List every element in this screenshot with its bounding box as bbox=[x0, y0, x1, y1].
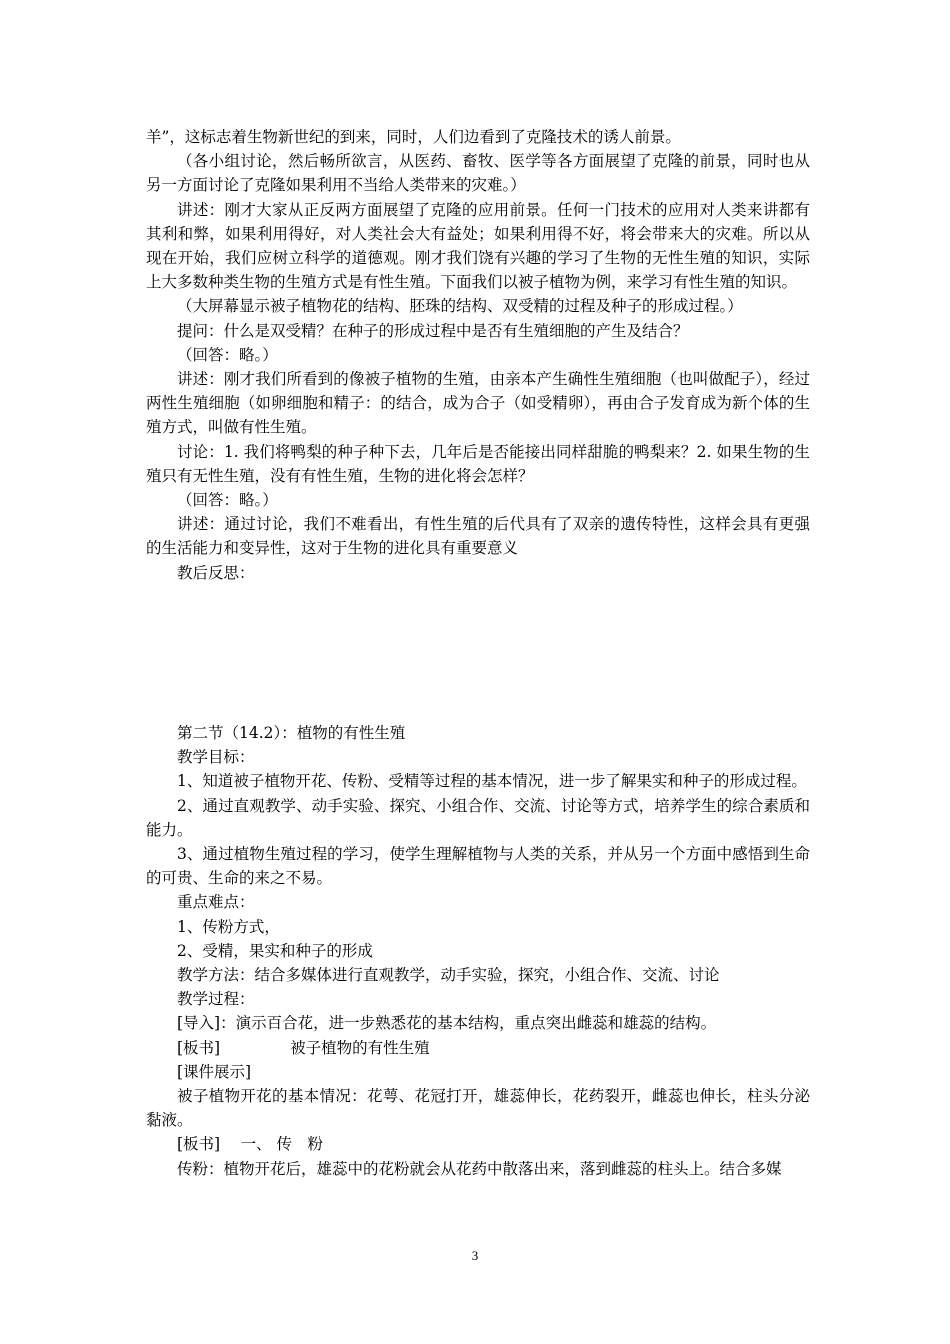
board-line-2: [板书] 一、 传 粉 bbox=[177, 1135, 323, 1154]
intro-line: [导入]：演示百合花，进一步熟悉花的基本结构，重点突出雌蕊和雄蕊的结构。 bbox=[177, 1014, 717, 1033]
paragraph-lecture-conclusion: 讲述：通过讨论，我们不难看出，有性生殖的后代具有了双亲的遗传特性，这样会具有更强的生活能力和变异性，这对于生物的进化具有重要意义 bbox=[146, 515, 810, 558]
paragraph-question: 提问：什么是双受精？在种子的形成过程中是否有生殖细胞的产生及结合？ bbox=[177, 321, 689, 340]
flowering-paragraph: 被子植物开花的基本情况：花萼、花冠打开，雄蕊伸长，花药裂开，雌蕊也伸长，柱头分泌黏液。 bbox=[146, 1087, 810, 1130]
paragraph-lecture-clone: 讲述：刚才大家从正反两方面展望了克隆的应用前景。任何一门技术的应用对人类来讲都有其利和弊，如果利用得好，对人类社会大有益处；如果利用得不好，将会带来大的灾难。所以从现在开始，我们应树立科学的道德观。刚才我们饶有兴趣的学习了生物的无性生殖的知识，实际上大多数种类生物的生殖方式是有性生殖。下面我们以被子植物为例，来学习有性生殖的知识。 bbox=[146, 200, 810, 292]
goals-heading: 教学目标： bbox=[177, 748, 255, 767]
goal-item: 1、知道被子植物开花、传粉、受精等过程的基本情况，进一步了解果实和种子的形成过程。 bbox=[177, 772, 807, 791]
paragraph-reflection: 教后反思： bbox=[177, 563, 255, 582]
paragraph-group-discussion: （各小组讨论，然后畅所欲言，从医药、畜牧、医学等各方面展望了克隆的前景，同时也从另一方面讨论了克隆如果利用不当给人类带来的灾难。） bbox=[146, 152, 810, 195]
pollination-paragraph: 传粉：植物开花后，雄蕊中的花粉就会从花药中散落出来，落到雌蕊的柱头上。结合多媒 bbox=[177, 1159, 782, 1178]
keypoint-item: 2、受精，果实和种子的形成 bbox=[177, 941, 373, 960]
board-line-1 bbox=[146, 1036, 810, 1060]
paragraph-answer-1: （回答：略。） bbox=[177, 345, 278, 364]
paragraph-answer-2: （回答：略。） bbox=[177, 491, 278, 510]
section-title: 第二节（14.2）：植物的有性生殖 bbox=[177, 724, 406, 742]
page-number: 3 bbox=[471, 1248, 479, 1263]
top-text-block bbox=[146, 125, 810, 585]
section-text-block bbox=[146, 721, 810, 1181]
process-heading: 教学过程： bbox=[177, 990, 255, 1009]
keypoints-heading: 重点难点： bbox=[177, 893, 255, 912]
paragraph-clone-era: 羊”，这标志着生物新世纪的到来，同时，人们边看到了克隆技术的诱人前景。 bbox=[146, 128, 681, 146]
board-text: 被子植物的有性生殖 bbox=[290, 1038, 430, 1057]
keypoint-item: 1、传粉方式， bbox=[177, 917, 280, 936]
goal-item: 2、通过直观教学、动手实验、探究、小组合作、交流、讨论等方式，培养学生的综合素质和能力。 bbox=[146, 796, 810, 839]
board-tag: [板书] bbox=[177, 1038, 221, 1057]
courseware-line: [课件展示] bbox=[177, 1062, 252, 1081]
teaching-methods: 教学方法：结合多媒体进行直观教学，动手实验，探究，小组合作、交流、讨论 bbox=[177, 966, 720, 985]
paragraph-screen-display: （大屏幕显示被子植物花的结构、胚珠的结构、双受精的过程及种子的形成过程。） bbox=[177, 297, 743, 316]
goal-item: 3、通过植物生殖过程的学习，使学生理解植物与人类的关系，并从另一个方面中感悟到生命的可贵、生命的来之不易。 bbox=[146, 845, 810, 888]
paragraph-discussion: 讨论：1. 我们将鸭梨的种子种下去，几年后是否能接出同样甜脆的鸭梨来？2. 如果生物的生殖只有无性生殖，没有有性生殖，生物的进化将会怎样？ bbox=[146, 442, 810, 485]
paragraph-lecture-sexual: 讲述：刚才我们所看到的像被子植物的生殖，由亲本产生确性生殖细胞（也叫做配子），经过两性生殖细胞（如卵细胞和精子：的结合，成为合子（如受精卵），再由合子发育成为新个体的生殖方式，叫做有性生殖。 bbox=[146, 370, 810, 437]
